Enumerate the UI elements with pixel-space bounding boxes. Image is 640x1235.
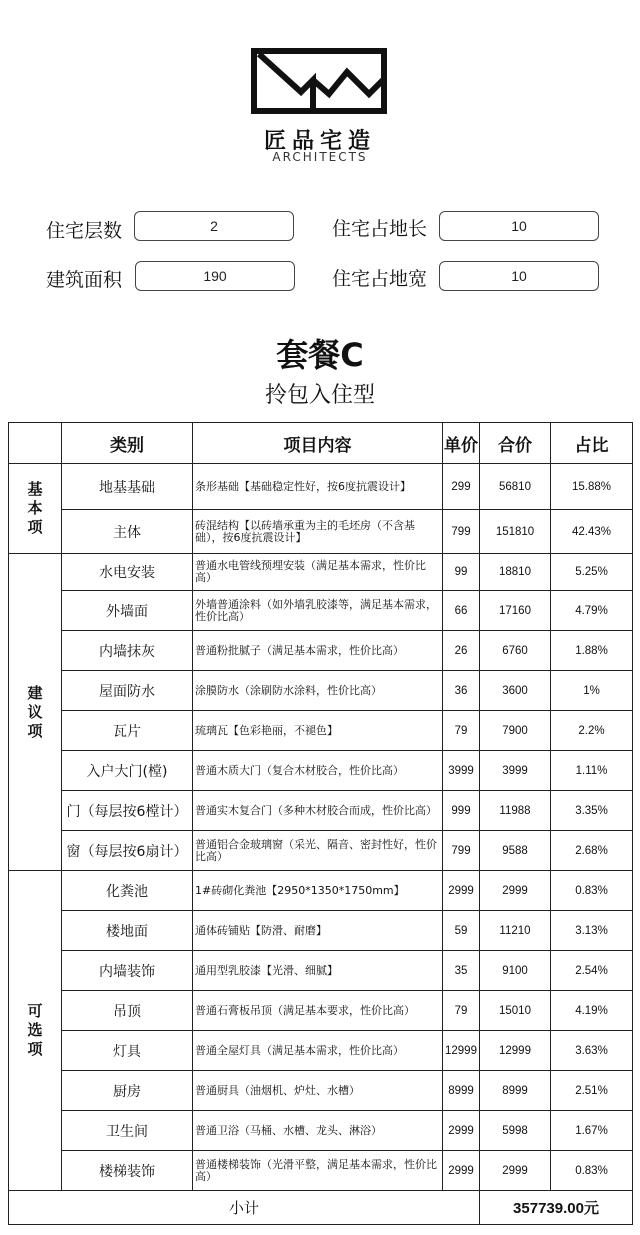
item-ratio: 0.83%	[551, 1151, 633, 1191]
item-name: 屋面防水	[62, 671, 193, 711]
item-content: 普通铝合金玻璃窗（采光、隔音、密封性好，性价比高）	[193, 831, 443, 871]
header-category: 类别	[62, 423, 193, 464]
table-row	[9, 871, 633, 911]
item-ratio: 3.35%	[551, 791, 633, 831]
package-title: 套餐C	[276, 336, 364, 374]
item-content: 普通木质大门（复合木材胶合，性价比高）	[193, 751, 443, 791]
item-ratio: 3.63%	[551, 1031, 633, 1071]
subtotal-label: 小计	[9, 1191, 480, 1225]
item-ratio: 4.19%	[551, 991, 633, 1031]
table-row	[9, 510, 633, 554]
table-row	[9, 671, 633, 711]
item-ratio: 1%	[551, 671, 633, 711]
subtotal-value: 357739.00元	[480, 1191, 633, 1225]
table-row	[9, 951, 633, 991]
item-content: 琉璃瓦【色彩艳丽，不褪色】	[193, 711, 443, 751]
table-row	[9, 711, 633, 751]
item-content: 普通厨具（油烟机、炉灶、水槽）	[193, 1071, 443, 1111]
item-name: 入户大门(樘)	[62, 751, 193, 791]
item-name: 楼地面	[62, 911, 193, 951]
length-label: 住宅占地长	[332, 218, 428, 240]
item-ratio: 4.79%	[551, 591, 633, 631]
header-total: 合价	[480, 423, 551, 464]
item-price: 99	[443, 554, 480, 591]
item-content: 普通卫浴（马桶、水槽、龙头、淋浴）	[193, 1111, 443, 1151]
item-name: 化粪池	[62, 871, 193, 911]
item-price: 2999	[443, 871, 480, 911]
area-input[interactable]	[135, 261, 295, 291]
table-row	[9, 1031, 633, 1071]
table-row	[9, 1151, 633, 1191]
item-content: 砖混结构【以砖墙承重为主的毛坯房（不含基础），按6度抗震设计】	[193, 510, 443, 554]
item-total: 9588	[480, 831, 551, 871]
item-name: 厨房	[62, 1071, 193, 1111]
table-row	[9, 751, 633, 791]
table-header-row	[9, 423, 633, 464]
item-name: 灯具	[62, 1031, 193, 1071]
item-price: 2999	[443, 1151, 480, 1191]
item-name: 地基基础	[62, 464, 193, 510]
item-ratio: 0.83%	[551, 871, 633, 911]
item-ratio: 1.67%	[551, 1111, 633, 1151]
package-subtitle: 拎包入住型	[264, 383, 375, 408]
item-total: 2999	[480, 1151, 551, 1191]
item-content: 普通楼梯装饰（光滑平整，满足基本需求，性价比高）	[193, 1151, 443, 1191]
item-total: 11988	[480, 791, 551, 831]
item-ratio: 2.2%	[551, 711, 633, 751]
item-content: 涂膜防水（涂刷防水涂料，性价比高）	[193, 671, 443, 711]
item-total: 18810	[480, 554, 551, 591]
item-total: 3999	[480, 751, 551, 791]
item-name: 瓦片	[62, 711, 193, 751]
item-price: 26	[443, 631, 480, 671]
item-content: 外墙普通涂料（如外墙乳胶漆等，满足基本需求，性价比高）	[193, 591, 443, 631]
item-name: 门（每层按6樘计）	[62, 791, 193, 831]
item-total: 15010	[480, 991, 551, 1031]
floors-input[interactable]	[134, 211, 294, 241]
item-price: 2999	[443, 1111, 480, 1151]
item-name: 内墙抹灰	[62, 631, 193, 671]
item-ratio: 2.54%	[551, 951, 633, 991]
item-content: 1#砖砌化粪池【2950*1350*1750mm】	[193, 871, 443, 911]
item-price: 8999	[443, 1071, 480, 1111]
item-price: 35	[443, 951, 480, 991]
item-ratio: 1.88%	[551, 631, 633, 671]
item-total: 5998	[480, 1111, 551, 1151]
table-row	[9, 554, 633, 591]
item-total: 8999	[480, 1071, 551, 1111]
item-price: 799	[443, 831, 480, 871]
item-content: 普通全屋灯具（满足基本需求，性价比高）	[193, 1031, 443, 1071]
item-price: 999	[443, 791, 480, 831]
item-total: 17160	[480, 591, 551, 631]
brand-logo-icon	[251, 48, 387, 114]
table-row	[9, 831, 633, 871]
item-total: 12999	[480, 1031, 551, 1071]
item-price: 36	[443, 671, 480, 711]
item-content: 普通水电管线预埋安装（满足基本需求，性价比高）	[193, 554, 443, 591]
table-row	[9, 991, 633, 1031]
table-row	[9, 464, 633, 510]
area-label: 建筑面积	[46, 269, 123, 291]
header-content: 项目内容	[193, 423, 443, 464]
item-total: 56810	[480, 464, 551, 510]
item-ratio: 42.43%	[551, 510, 633, 554]
header-price: 单价	[443, 423, 480, 464]
item-name: 内墙装饰	[62, 951, 193, 991]
width-label: 住宅占地宽	[332, 268, 428, 290]
item-total: 11210	[480, 911, 551, 951]
brand-name: 匠品宅造	[263, 129, 376, 154]
item-total: 9100	[480, 951, 551, 991]
length-input[interactable]	[439, 211, 599, 241]
table-row	[9, 1071, 633, 1111]
item-content: 通用型乳胶漆【光滑、细腻】	[193, 951, 443, 991]
item-price: 12999	[443, 1031, 480, 1071]
table-row	[9, 791, 633, 831]
item-content: 普通实木复合门（多种木材胶合而成，性价比高）	[193, 791, 443, 831]
item-name: 外墙面	[62, 591, 193, 631]
header-ratio: 占比	[551, 423, 633, 464]
header-group	[9, 423, 62, 464]
item-total: 6760	[480, 631, 551, 671]
brand-subtitle: ARCHITECTS	[272, 150, 368, 164]
price-table	[8, 422, 633, 1225]
group-label: 基 本 项	[9, 464, 62, 554]
group-label: 可 选 项	[9, 871, 62, 1191]
item-total: 2999	[480, 871, 551, 911]
item-price: 799	[443, 510, 480, 554]
item-name: 吊顶	[62, 991, 193, 1031]
item-ratio: 5.25%	[551, 554, 633, 591]
width-input[interactable]	[439, 261, 599, 291]
item-content: 普通石膏板吊顶（满足基本要求，性价比高）	[193, 991, 443, 1031]
item-ratio: 2.51%	[551, 1071, 633, 1111]
item-total: 151810	[480, 510, 551, 554]
floors-label: 住宅层数	[46, 220, 123, 242]
item-price: 3999	[443, 751, 480, 791]
item-name: 卫生间	[62, 1111, 193, 1151]
table-row	[9, 591, 633, 631]
table-row	[9, 631, 633, 671]
item-total: 3600	[480, 671, 551, 711]
item-price: 66	[443, 591, 480, 631]
item-content: 通体砖铺贴【防滑、耐磨】	[193, 911, 443, 951]
table-row	[9, 911, 633, 951]
item-total: 7900	[480, 711, 551, 751]
group-label: 建 议 项	[9, 554, 62, 871]
item-ratio: 2.68%	[551, 831, 633, 871]
item-name: 主体	[62, 510, 193, 554]
item-name: 楼梯装饰	[62, 1151, 193, 1191]
item-price: 59	[443, 911, 480, 951]
table-row	[9, 1111, 633, 1151]
item-name: 窗（每层按6扇计）	[62, 831, 193, 871]
subtotal-row	[9, 1191, 633, 1225]
item-ratio: 3.13%	[551, 911, 633, 951]
item-price: 79	[443, 991, 480, 1031]
item-content: 普通粉批腻子（满足基本需求，性价比高）	[193, 631, 443, 671]
item-price: 299	[443, 464, 480, 510]
item-ratio: 15.88%	[551, 464, 633, 510]
item-ratio: 1.11%	[551, 751, 633, 791]
item-content: 条形基础【基础稳定性好，按6度抗震设计】	[193, 464, 443, 510]
item-price: 79	[443, 711, 480, 751]
item-name: 水电安装	[62, 554, 193, 591]
